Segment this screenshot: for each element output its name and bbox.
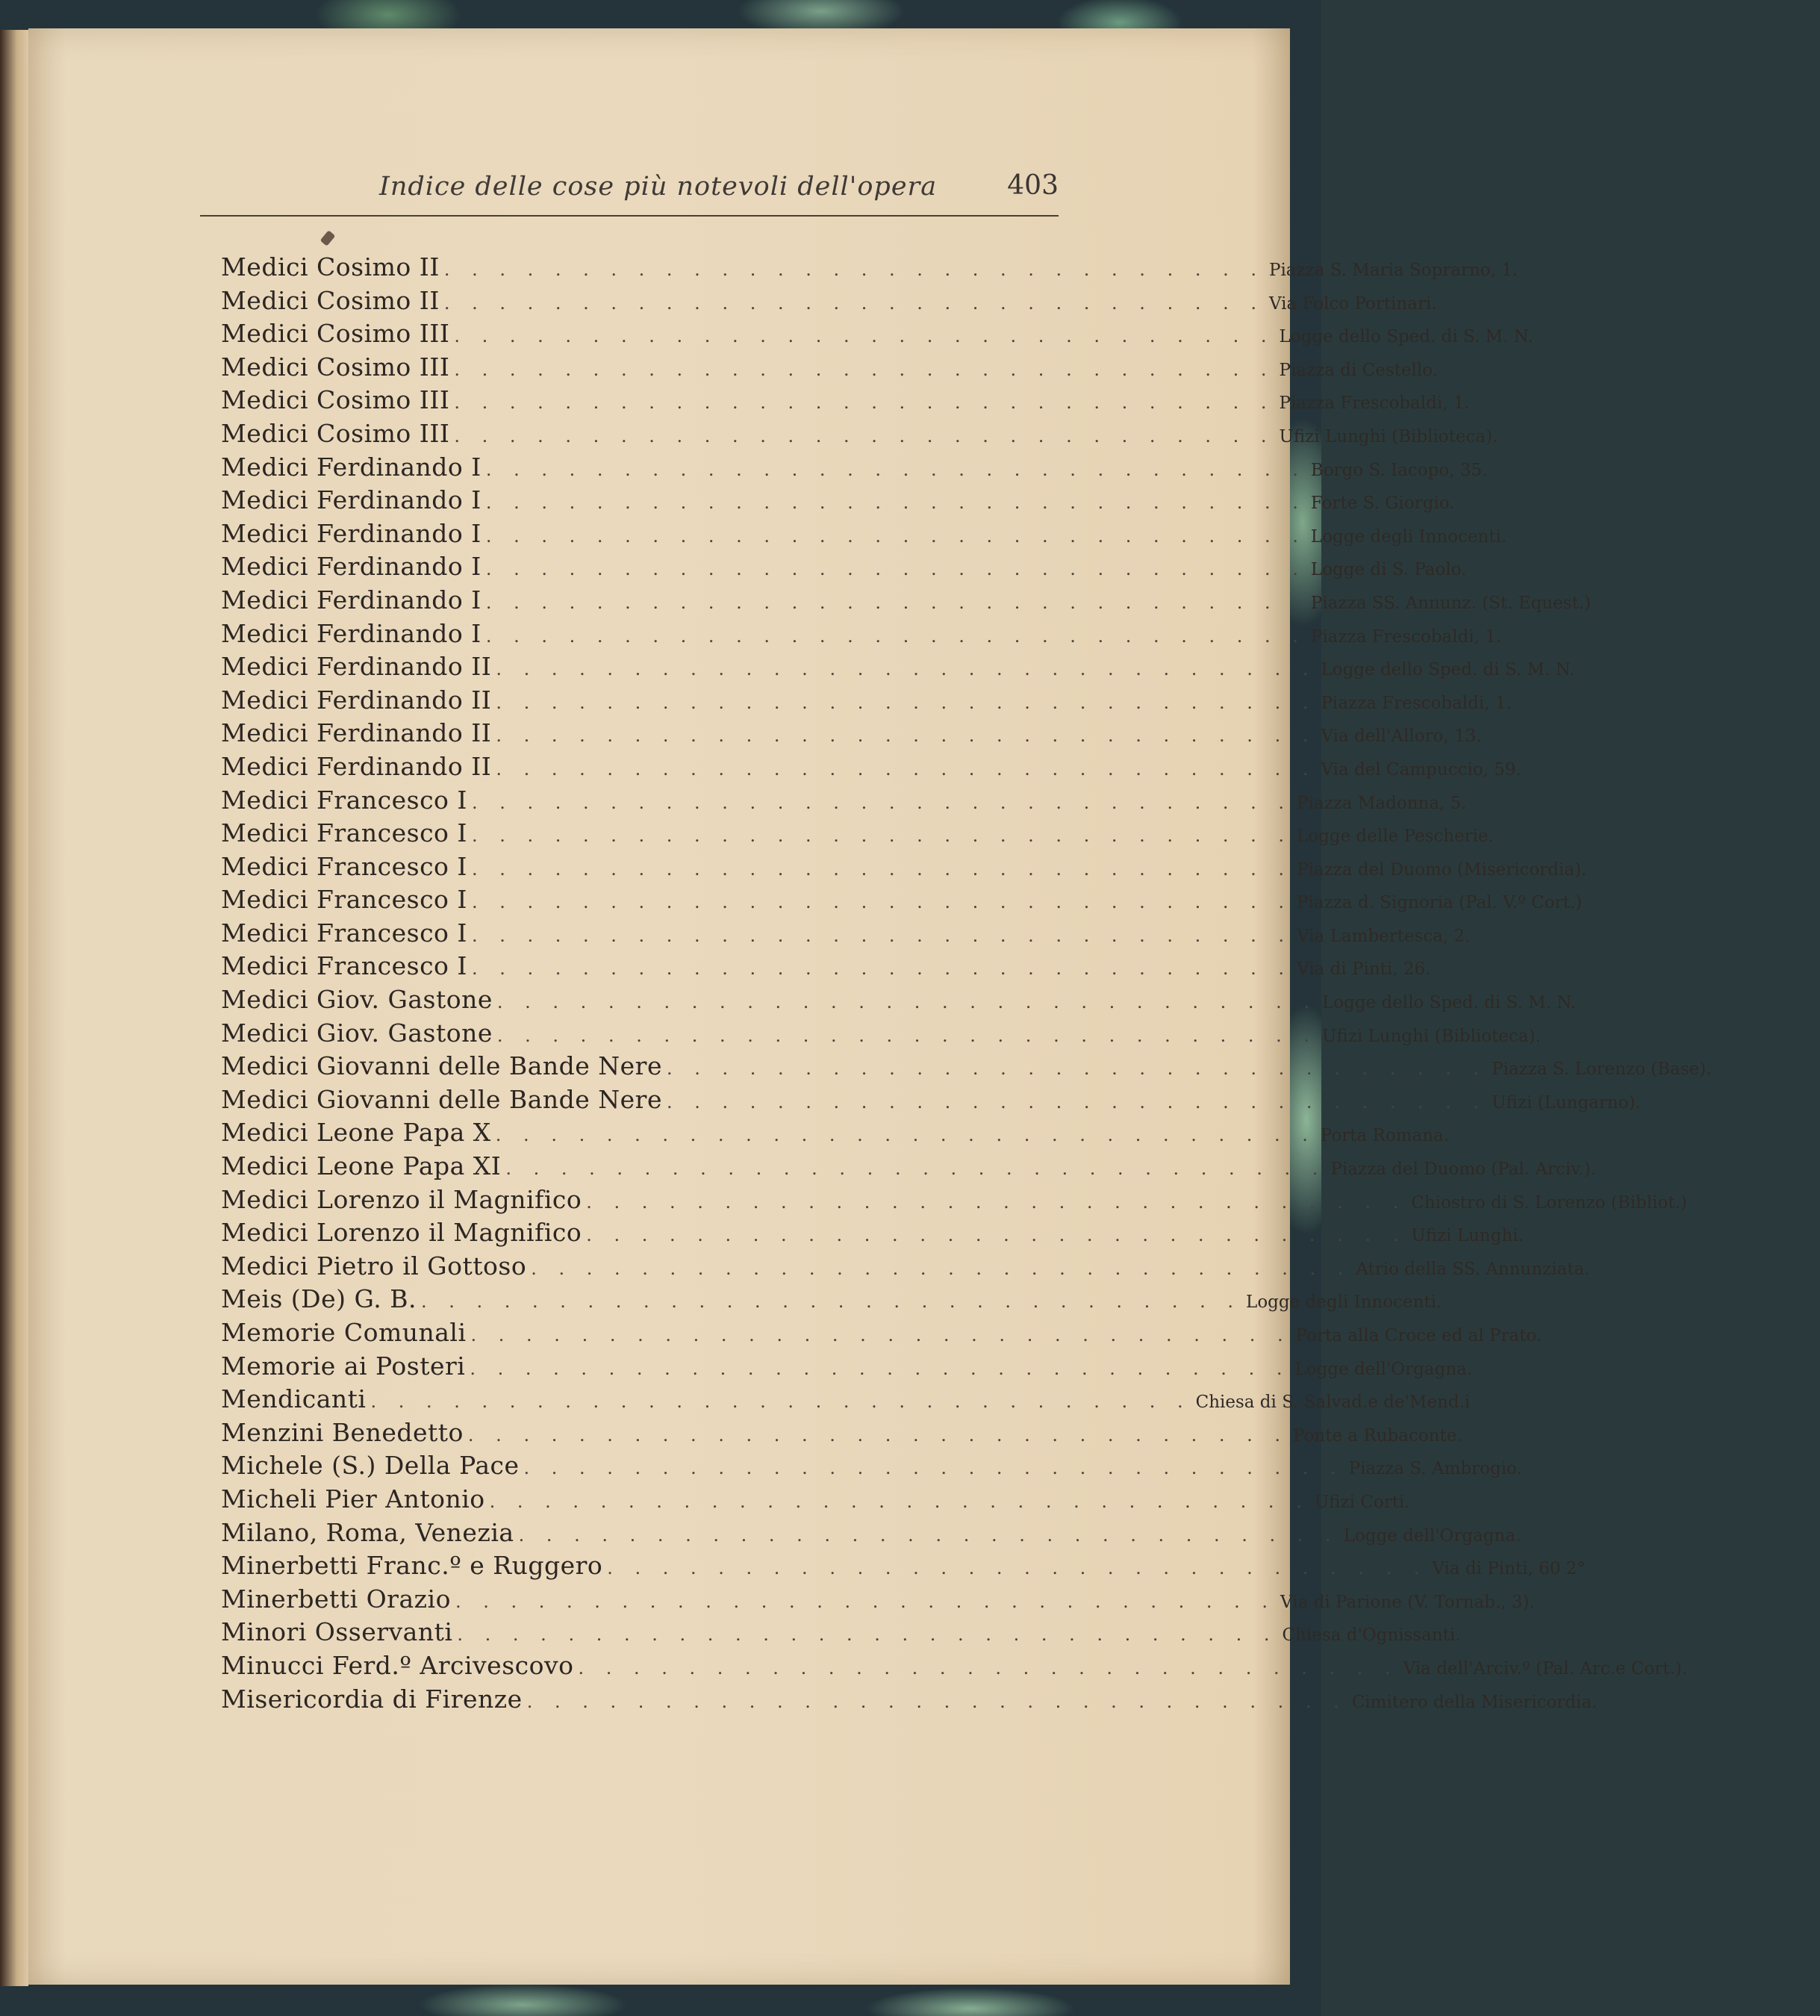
index-list	[221, 252, 1712, 1717]
entry-name: Medici Cosimo II	[221, 252, 440, 281]
list-item	[221, 1351, 1473, 1385]
entry-location: Piazza S. Maria Soprarno, 1.	[1268, 261, 1518, 280]
list-item	[221, 751, 1521, 785]
entry-location: Piazza di Cestello.	[1279, 360, 1439, 380]
entry-name: Minerbetti Franc.º e Ruggero	[221, 1551, 603, 1581]
entry-name: Medici Ferdinando I	[221, 452, 482, 482]
list-item	[221, 1284, 1442, 1318]
ink-mark	[320, 230, 336, 246]
entry-location: Logge dell'Orgagna.	[1343, 1525, 1521, 1546]
entry-location: Via Folco Portinari.	[1268, 293, 1437, 314]
dot-leader: . . . . . . . . . . . . . . . . . . . . . . . . . . . . . .	[496, 691, 1317, 713]
entry-location: Via di Parione (V. Tornab., 3).	[1280, 1592, 1535, 1612]
dot-leader: . . . . . . . . . . . . . . . . . . . . . . . . . . . . . .	[496, 725, 1317, 747]
entry-name: Medici Lorenzo il Magnifico	[221, 1218, 582, 1248]
entry-location: Piazza S. Ambrogio.	[1348, 1459, 1522, 1479]
entry-location: Porta Romana.	[1320, 1126, 1450, 1146]
dot-leader: . . . . . . . . . . . . . . . . . . . . . . . . . . . . . .	[495, 1124, 1316, 1146]
list-item	[221, 918, 1471, 952]
dot-leader: . . . . . . . . . . . . . . . . . . . . . . . . . . . . . .	[496, 1024, 1318, 1046]
entry-location: Via di Pinti, 60 2°	[1432, 1559, 1586, 1579]
entry-location: Via Lambertesca, 2.	[1297, 926, 1471, 946]
entry-name: Medici Ferdinando I	[221, 552, 482, 582]
list-item	[221, 1617, 1461, 1651]
dot-leader: . . . . . . . . . . . . . . . . . . . . . . . . . . . . . .	[471, 892, 1293, 913]
entry-name: Medici Ferdinando II	[221, 685, 492, 715]
entry-name: Medici Giovanni delle Bande Nere	[221, 1051, 662, 1081]
dot-leader: . . . . . . . . . . . . . . . . . . . . . . . . . . . . . .	[485, 591, 1306, 613]
entry-name: Medici Francesco I	[221, 885, 467, 915]
entry-location: Piazza del Duomo (Pal. Arciv.).	[1330, 1160, 1597, 1180]
dot-leader: . . . . . . . . . . . . . . . . . . . . . . . . . . . . . .	[586, 1191, 1407, 1213]
dot-leader: . . . . . . . . . . . . . . . . . . . . . . . . . . . . . .	[471, 958, 1293, 980]
dot-leader: . . . . . . . . . . . . . . . . . . . . . . . . . . . . . .	[485, 559, 1306, 580]
list-item	[221, 252, 1518, 286]
entry-location: Logge dello Sped. di S. M. N.	[1279, 327, 1533, 347]
entry-name: Milano, Roma, Venezia	[221, 1517, 514, 1547]
page-number: 403	[1007, 170, 1059, 201]
dot-leader: . . . . . . . . . . . . . . . . . . . . . . . . . . . . . .	[454, 392, 1275, 414]
entry-location: Chiesa di S. Salvad.e de'Mend.i	[1195, 1393, 1471, 1413]
list-item	[221, 1684, 1598, 1718]
dot-leader: . . . . . . . . . . . . . . . . . . . . . . . . . . . . . .	[489, 1490, 1310, 1512]
list-item	[221, 885, 1583, 918]
entry-location: Ufizi Lunghi (Biblioteca).	[1279, 426, 1498, 447]
list-item	[221, 1451, 1522, 1484]
entry-location: Piazza Madonna, 5.	[1297, 793, 1467, 813]
list-item	[221, 1151, 1597, 1185]
list-item	[221, 1417, 1462, 1452]
dot-leader: . . . . . . . . . . . . . . . . . . . . . . . . . . . . . .	[485, 458, 1306, 480]
entry-location: Via del Campuccio, 59.	[1321, 759, 1521, 780]
entry-location: Piazza S. Lorenzo (Base).	[1492, 1060, 1712, 1080]
dot-leader: . . . . . . . . . . . . . . . . . . . . . . . . . . . . . .	[496, 758, 1317, 780]
book-spine	[0, 30, 28, 1986]
entry-location: Logge degli Innocenti.	[1246, 1292, 1442, 1313]
entry-name: Minucci Ferd.º Arcivescovo	[221, 1650, 574, 1680]
list-item	[221, 1251, 1590, 1285]
entry-location: Logge dell'Orgagna.	[1294, 1359, 1473, 1379]
entry-name: Medici Cosimo III	[221, 352, 450, 382]
list-item	[221, 518, 1507, 553]
entry-name: Medici Ferdinando I	[221, 585, 482, 615]
entry-name: Minori Osservanti	[221, 1617, 453, 1647]
entry-name: Medici Leone Papa X	[221, 1118, 491, 1148]
dot-leader: . . . . . . . . . . . . . . . . . . . . . . . . . . . . . .	[667, 1091, 1488, 1113]
dot-leader: . . . . . . . . . . . . . . . . . . . . . . . . . . . . . .	[370, 1391, 1191, 1413]
dot-leader: . . . . . . . . . . . . . . . . . . . . . . . . . . . . . .	[505, 1158, 1327, 1180]
dot-leader: . . . . . . . . . . . . . . . . . . . . . . . . . . . . . .	[518, 1524, 1339, 1546]
dot-leader: . . . . . . . . . . . . . . . . . . . . . . . . . . . . . .	[607, 1558, 1428, 1579]
dot-leader: . . . . . . . . . . . . . . . . . . . . . . . . . . . . . .	[586, 1225, 1407, 1246]
page-header	[200, 163, 1059, 217]
dot-leader: . . . . . . . . . . . . . . . . . . . . . . . . . . . . . .	[443, 292, 1265, 314]
list-item	[221, 851, 1587, 886]
entry-location: Logge delle Pescherie.	[1297, 827, 1494, 847]
entry-name: Medici Ferdinando I	[221, 485, 482, 515]
entry-location: Ufizi Lunghi.	[1411, 1226, 1524, 1246]
entry-location: Atrio della SS. Annunziata.	[1356, 1259, 1590, 1279]
entry-name: Medici Francesco I	[221, 785, 467, 815]
list-item	[221, 585, 1592, 619]
entry-location: Logge di S. Paolo.	[1310, 560, 1467, 580]
list-item	[221, 1218, 1524, 1251]
entry-location: Piazza del Duomo (Misericordia).	[1297, 859, 1587, 880]
dot-leader: . . . . . . . . . . . . . . . . . . . . . . . . . . . . . .	[496, 992, 1318, 1013]
entry-name: Michele (S.) Della Pace	[221, 1451, 520, 1481]
list-item	[221, 385, 1470, 419]
dot-leader: . . . . . . . . . . . . . . . . . . . . . . . . . . . . . .	[667, 1058, 1488, 1080]
entry-name: Menzini Benedetto	[221, 1417, 464, 1447]
entry-location: Logge degli Innocenti.	[1310, 526, 1507, 547]
dot-leader: . . . . . . . . . . . . . . . . . . . . . . . . . . . . . .	[471, 825, 1293, 847]
list-item	[221, 1517, 1521, 1552]
entry-location: Piazza Frescobaldi, 1.	[1310, 626, 1502, 647]
entry-location: Ufizi Corti.	[1314, 1492, 1410, 1512]
entry-name: Medici Ferdinando II	[221, 652, 492, 682]
entry-name: Mendicanti	[221, 1384, 367, 1414]
dot-leader: . . . . . . . . . . . . . . . . . . . . . . . . . . . . . .	[526, 1690, 1347, 1712]
list-item	[221, 1084, 1641, 1119]
list-item	[221, 1484, 1410, 1518]
list-item	[221, 352, 1439, 386]
dot-leader: . . . . . . . . . . . . . . . . . . . . . . . . . . . . . .	[443, 259, 1265, 280]
dot-leader: . . . . . . . . . . . . . . . . . . . . . . . . . . . . . .	[454, 358, 1275, 380]
entry-name: Micheli Pier Antonio	[221, 1484, 485, 1513]
list-item	[221, 685, 1512, 719]
entry-name: Medici Ferdinando I	[221, 518, 482, 548]
entry-location: Ufizi Lunghi (Biblioteca).	[1322, 1026, 1541, 1046]
dot-leader: . . . . . . . . . . . . . . . . . . . . . . . . . . . . . .	[470, 1325, 1291, 1345]
list-item	[221, 485, 1455, 519]
entry-location: Ufizi (Lungarno).	[1492, 1092, 1641, 1113]
list-item	[221, 818, 1494, 852]
list-item	[221, 985, 1577, 1018]
entry-location: Via dell'Arciv.º (Pal. Arc.e Cort.).	[1403, 1658, 1688, 1679]
list-item	[221, 1051, 1712, 1085]
list-item	[221, 1118, 1450, 1151]
entry-name: Medici Cosimo III	[221, 319, 450, 349]
entry-name: Medici Giov. Gastone	[221, 985, 493, 1015]
entry-location: Chiesa d'Ognissanti.	[1282, 1625, 1461, 1646]
entry-location: Chiostro di S. Lorenzo (Bibliot.)	[1411, 1192, 1687, 1213]
list-item	[221, 319, 1533, 352]
list-item	[221, 452, 1488, 486]
dot-leader: . . . . . . . . . . . . . . . . . . . . . . . . . . . . . .	[485, 625, 1306, 647]
dot-leader: . . . . . . . . . . . . . . . . . . . . . . . . . . . . . .	[471, 791, 1293, 813]
list-item	[221, 1384, 1471, 1418]
list-item	[221, 285, 1437, 320]
list-item	[221, 1551, 1586, 1584]
list-item	[221, 1184, 1687, 1219]
dot-leader: . . . . . . . . . . . . . . . . . . . . . . . . . . . . . .	[467, 1424, 1289, 1446]
entry-name: Medici Pietro il Gottoso	[221, 1251, 527, 1281]
dot-leader: . . . . . . . . . . . . . . . . . . . . . . . . . . . . . .	[485, 492, 1306, 514]
entry-location: Borgo S. Iacopo, 35.	[1310, 460, 1488, 480]
dot-leader: . . . . . . . . . . . . . . . . . . . . . . . . . . . . . .	[471, 924, 1293, 946]
list-item	[221, 951, 1431, 985]
list-item	[221, 718, 1482, 752]
dot-leader: . . . . . . . . . . . . . . . . . . . . . . . . . . . . . .	[496, 659, 1317, 680]
dot-leader: . . . . . . . . . . . . . . . . . . . . . . . . . . . . . .	[470, 1357, 1291, 1379]
dot-leader: . . . . . . . . . . . . . . . . . . . . . . . . . . . . . .	[455, 1590, 1277, 1612]
entry-location: Piazza Frescobaldi, 1.	[1279, 393, 1470, 414]
list-item	[221, 652, 1575, 685]
entry-name: Medici Francesco I	[221, 951, 467, 981]
dot-leader: . . . . . . . . . . . . . . . . . . . . . . . . . . . . . .	[523, 1457, 1344, 1479]
entry-name: Memorie Comunali	[221, 1318, 467, 1347]
entry-name: Medici Cosimo III	[221, 385, 450, 415]
entry-name: Medici Cosimo II	[221, 285, 440, 315]
entry-location: Porta alla Croce ed al Prato.	[1295, 1326, 1542, 1345]
entry-name: Medici Giov. Gastone	[221, 1018, 493, 1048]
entry-location: Forte S. Giorgio.	[1310, 494, 1455, 514]
entry-name: Minerbetti Orazio	[221, 1584, 451, 1614]
list-item	[221, 785, 1467, 819]
entry-name: Medici Lorenzo il Magnifico	[221, 1184, 582, 1214]
entry-location: Cimitero della Misericordia.	[1351, 1692, 1598, 1712]
entry-name: Medici Ferdinando I	[221, 618, 482, 648]
entry-name: Medici Ferdinando II	[221, 751, 492, 781]
book-page	[28, 28, 1712, 1985]
dot-leader: . . . . . . . . . . . . . . . . . . . . . . . . . . . . . .	[420, 1291, 1242, 1313]
entry-location: Via dell'Alloro, 13.	[1321, 727, 1482, 747]
entry-location: Via di Pinti, 26.	[1297, 959, 1431, 980]
list-item	[221, 1318, 1542, 1351]
entry-name: Medici Ferdinando II	[221, 718, 492, 748]
entry-name: Medici Giovanni delle Bande Nere	[221, 1084, 662, 1114]
entry-name: Memorie ai Posteri	[221, 1351, 466, 1381]
dot-leader: . . . . . . . . . . . . . . . . . . . . . . . . . . . . . .	[454, 425, 1275, 447]
dot-leader: . . . . . . . . . . . . . . . . . . . . . . . . . . . . . .	[454, 326, 1275, 347]
dot-leader: . . . . . . . . . . . . . . . . . . . . . . . . . . . . . .	[457, 1624, 1278, 1646]
running-title: Indice delle cose più notevoli dell'opera	[379, 172, 938, 202]
entry-name: Medici Francesco I	[221, 851, 467, 881]
list-item	[221, 1650, 1688, 1684]
entry-location: Ponte a Rubaconte.	[1293, 1425, 1462, 1446]
entry-location: Piazza d. Signoria (Pal. V.º Cort.)	[1297, 893, 1583, 913]
list-item	[221, 418, 1498, 452]
entry-location: Logge dello Sped. di S. M. N.	[1322, 993, 1577, 1013]
list-item	[221, 1018, 1541, 1052]
entry-name: Medici Francesco I	[221, 818, 467, 848]
entry-location: Piazza SS. Annunz. (St. Equest.)	[1310, 593, 1592, 613]
entry-name: Medici Francesco I	[221, 918, 467, 948]
list-item	[221, 1584, 1535, 1618]
dot-leader: . . . . . . . . . . . . . . . . . . . . . . . . . . . . . .	[485, 525, 1306, 547]
list-item	[221, 618, 1502, 653]
entry-location: Logge dello Sped. di S. M. N.	[1321, 660, 1575, 680]
dot-leader: . . . . . . . . . . . . . . . . . . . . . . . . . . . . . .	[531, 1257, 1352, 1279]
dot-leader: . . . . . . . . . . . . . . . . . . . . . . . . . . . . . .	[471, 858, 1293, 880]
entry-name: Medici Leone Papa XI	[221, 1151, 502, 1181]
entry-name: Medici Cosimo III	[221, 418, 450, 448]
entry-name: Meis (De) G. B.	[221, 1284, 417, 1314]
entry-name: Misericordia di Firenze	[221, 1684, 523, 1714]
entry-location: Piazza Frescobaldi, 1.	[1321, 693, 1512, 713]
dot-leader: . . . . . . . . . . . . . . . . . . . . . . . . . . . . . .	[578, 1657, 1399, 1679]
list-item	[221, 552, 1467, 585]
